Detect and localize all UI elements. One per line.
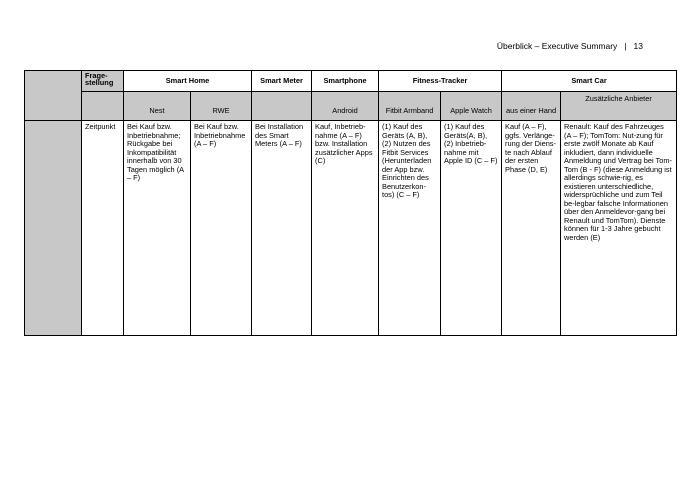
page-header	[497, 41, 643, 51]
row-label-blank	[25, 121, 82, 336]
header-title: Überblick – Executive Summary	[496, 41, 618, 51]
subheader-apple-watch: Apple Watch	[441, 92, 502, 121]
table-row	[25, 121, 677, 336]
subheader-fitbit: Fitbit Armband	[379, 92, 441, 121]
fitness-tracker-header: Fitness-Tracker	[379, 71, 502, 92]
row-label-zeitpunkt: Zeitpunkt	[82, 121, 124, 336]
cell-aus-einer-hand: Kauf (A – F), ggfs. Verlänge-rung der Diens-te nach Ablauf der ersten Phase (D, E)	[502, 121, 561, 336]
page-number: 13	[633, 41, 643, 51]
smart-car-header: Smart Car	[502, 71, 677, 92]
cell-fitbit: (1) Kauf des Geräts (A, B), (2) Nutzen des Fitbit Services (Herunterladen der App bzw. Einrichten des Benutzerkon-tos) (C – F)	[379, 121, 441, 336]
corner-cell	[25, 71, 82, 121]
subheader-smart-meter	[252, 92, 312, 121]
subheader-aus-einer-hand: aus einer Hand	[502, 92, 561, 121]
comparison-table	[24, 70, 677, 336]
subheader-nest: Nest	[124, 92, 191, 121]
cell-smart-meter: Bei Installation des Smart Meters (A – F)	[252, 121, 312, 336]
table-subheader-row	[25, 92, 677, 121]
subheader-blank	[82, 92, 124, 121]
cell-rwe: Bei Kauf bzw. Inbetriebnahme (A – F)	[191, 121, 252, 336]
subheader-android: Android	[312, 92, 379, 121]
smart-home-header: Smart Home	[124, 71, 252, 92]
cell-android: Kauf, Inbetrieb-nahme (A – F) bzw. Installation zusätzlicher Apps (C)	[312, 121, 379, 336]
cell-zusaetzliche-anbieter: Renault: Kauf des Fahrzeuges (A – F); TomTom: Nut-zung für erste zwölf Monate ab Kauf inkludiert, dann individuelle Anmeldung und Vertrag bei Tom-Tom (B - F) (diese Anmeldung ist allerdings schwie-rig, es existieren unterschiedliche, widersprüchliche und zum Teil be-legbar falsche Informationen über den Anmeldevor-gang bei Renault und TomTom). Dienste können für 1-3 Jahre gebucht werden (E)	[561, 121, 677, 336]
smartphone-header: Smartphone	[312, 71, 379, 92]
smart-meter-header: Smart Meter	[252, 71, 312, 92]
cell-apple-watch: (1) Kauf des Geräts(A, B), (2) Inbetrieb-nahme mit Apple ID (C – F)	[441, 121, 502, 336]
subheader-zusaetzliche-anbieter: Zusätzliche Anbieter	[561, 92, 677, 121]
header-separator: |	[624, 41, 627, 51]
fragestellung-header: Frage-stellung	[82, 71, 124, 92]
cell-nest: Bei Kauf bzw. Inbetriebnahme; Rückgabe bei Inkompatibilität innerhalb von 30 Tagen möglich (A – F)	[124, 121, 191, 336]
subheader-rwe: RWE	[191, 92, 252, 121]
table-header-row	[25, 71, 677, 92]
